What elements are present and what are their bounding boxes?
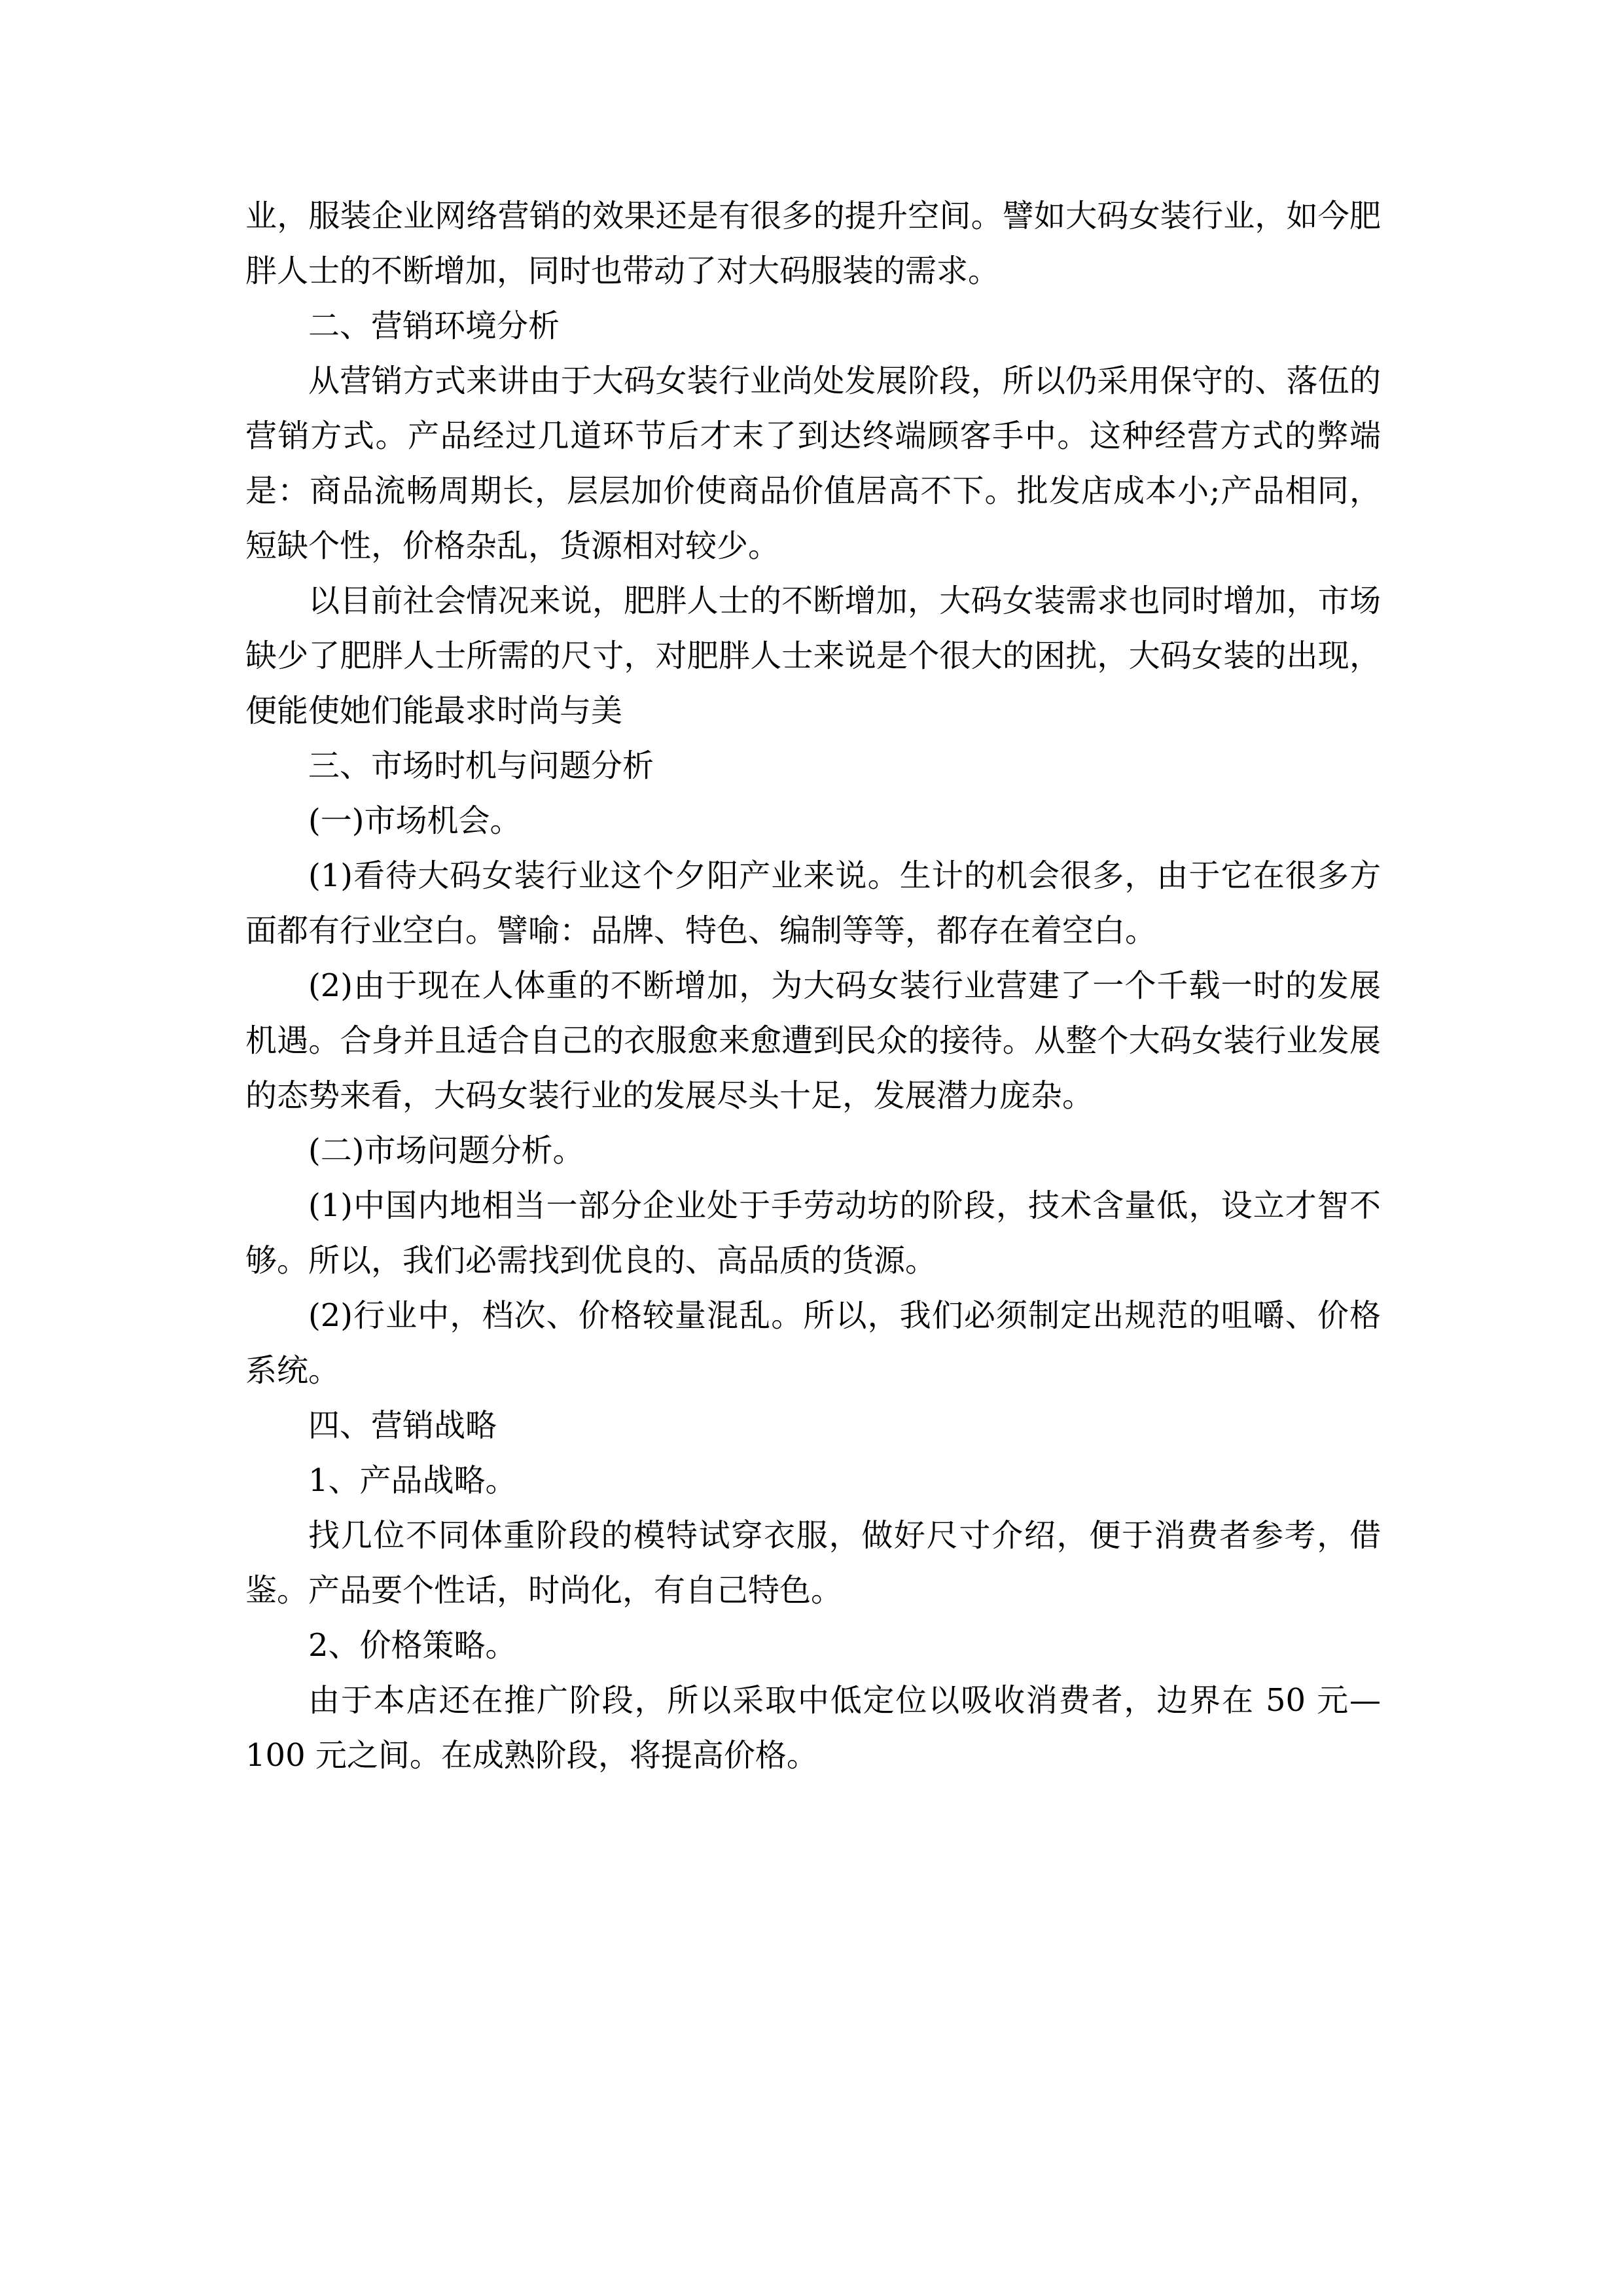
subheading-product-strategy: 1、产品战略。 [308, 1462, 517, 1499]
paragraph-product-strategy: 找几位不同体重阶段的模特试穿衣服，做好尺寸介绍，便于消费者参考，借鉴。产品要个性话，时尚化，有自己特色。 [245, 1517, 1381, 1609]
paragraph-opportunity-1: (1)看待大码女装行业这个夕阳产业来说。生计的机会很多，由于它在很多方面都有行业空白。譬喻：品牌、特色、编制等等，都存在着空白。 [245, 857, 1381, 949]
paragraph-problem-1: (1)中国内地相当一部分企业处于手劳动坊的阶段，技术含量低，设立才智不够。所以，我们必需找到优良的、高品质的货源。 [245, 1187, 1381, 1279]
paragraph-social-situation: 以目前社会情况来说，肥胖人士的不断增加，大码女装需求也同时增加，市场缺少了肥胖人士所需的尺寸，对肥胖人士来说是个很大的困扰，大码女装的出现，便能使她们能最求时尚与美 [245, 583, 1381, 729]
document-body [245, 188, 1381, 1783]
paragraph-problem-2: (2)行业中，档次、价格较量混乱。所以，我们必须制定出规范的咀嚼、价格系统。 [245, 1297, 1381, 1389]
subheading-price-strategy: 2、价格策略。 [308, 1627, 517, 1664]
paragraph-price-strategy: 由于本店还在推广阶段，所以采取中低定位以吸收消费者，边界在 50 元—100 元之间。在成熟阶段，将提高价格。 [245, 1682, 1381, 1774]
paragraph-marketing-method: 从营销方式来讲由于大码女装行业尚处发展阶段，所以仍采用保守的、落伍的营销方式。产品经过几道环节后才末了到达终端顾客手中。这种经营方式的弊端是：商品流畅周期长，层层加价使商品价值居高不下。批发店成本小;产品相同，短缺个性，价格杂乱，货源相对较少。 [245, 363, 1381, 564]
heading-marketing-environment: 二、营销环境分析 [308, 308, 560, 344]
heading-market-opportunity-problems: 三、市场时机与问题分析 [308, 747, 654, 784]
paragraph-intro-continuation: 业，服装企业网络营销的效果还是有很多的提升空间。譬如大码女装行业，如今肥胖人士的不断增加，同时也带动了对大码服装的需求。 [245, 198, 1381, 289]
heading-marketing-strategy: 四、营销战略 [308, 1407, 497, 1444]
subheading-market-problems: (二)市场问题分析。 [308, 1132, 584, 1169]
subheading-market-opportunity: (一)市场机会。 [308, 802, 522, 839]
paragraph-opportunity-2: (2)由于现在人体重的不断增加，为大码女装行业营建了一个千载一时的发展机遇。合身并且适合自己的衣服愈来愈遭到民众的接待。从整个大码女装行业发展的态势来看，大码女装行业的发展尽头十足，发展潜力庞杂。 [245, 967, 1381, 1114]
